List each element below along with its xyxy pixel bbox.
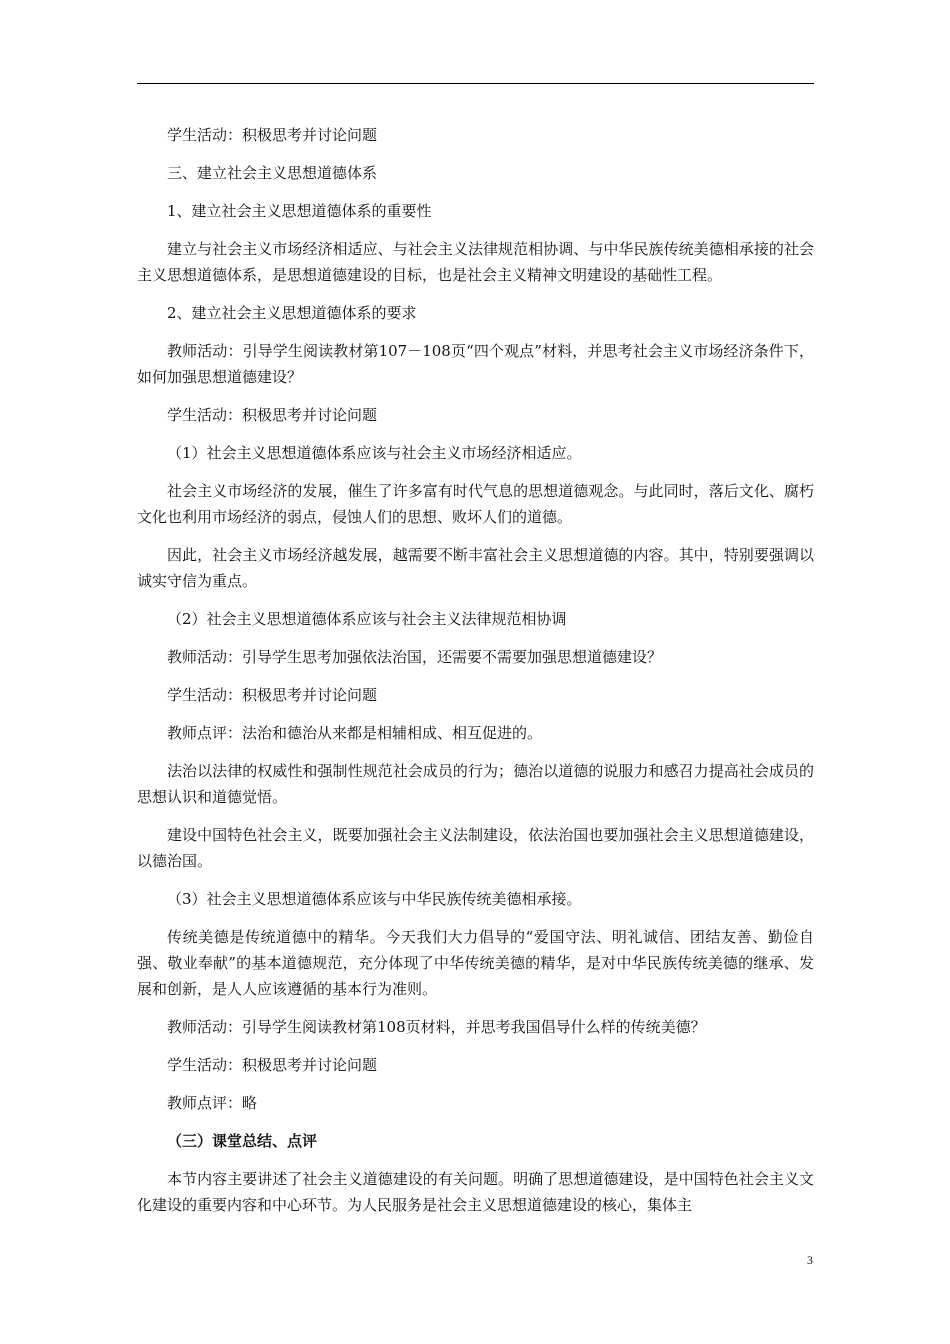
point-1: （1）社会主义思想道德体系应该与社会主义市场经济相适应。	[167, 444, 582, 462]
paragraph-socialism-construction: 建设中国特色社会主义，既要加强社会主义法制建设，依法治国也要加强社会主义思想道德建设，以德治国。	[137, 826, 814, 870]
subheading-1: 1、建立社会主义思想道德体系的重要性	[167, 202, 432, 220]
paragraph-summary: 本节内容主要讲述了社会主义道德建设的有关问题。明确了思想道德建设，是中国特色社会主义文化建设的重要内容和中心环节。为人民服务是社会主义思想道德建设的核心，集体主	[137, 1170, 814, 1214]
paragraph-importance: 建立与社会主义市场经济相适应、与社会主义法律规范相协调、与中华民族传统美德相承接的社会主义思想道德体系，是思想道德建设的目标，也是社会主义精神文明建设的基础性工程。	[137, 240, 814, 284]
subheading-2: 2、建立社会主义思想道德体系的要求	[167, 304, 417, 322]
section-heading-summary: （三）课堂总结、点评	[167, 1132, 318, 1150]
header-rule	[137, 83, 814, 84]
paragraph-teacher-activity-1: 教师活动：引导学生阅读教材第107－108页“四个观点”材料，并思考社会主义市场经济条件下，如何加强思想道德建设？	[137, 342, 814, 386]
paragraph-1: 学生活动：积极思考并讨论问题	[167, 126, 378, 144]
section-heading-3: 三、建立社会主义思想道德体系	[167, 164, 378, 182]
point-2: （2）社会主义思想道德体系应该与社会主义法律规范相协调	[167, 610, 567, 628]
paragraph-student-activity-3: 学生活动：积极思考并讨论问题	[167, 686, 378, 704]
paragraph-teacher-comment-1: 教师点评：法治和德治从来都是相辅相成、相互促进的。	[167, 724, 543, 742]
page-number: 3	[807, 1253, 813, 1267]
paragraph-honesty: 因此，社会主义市场经济越发展，越需要不断丰富社会主义思想道德的内容。其中，特别要强调以诚实守信为重点。	[137, 546, 814, 590]
paragraph-student-activity-4: 学生活动：积极思考并讨论问题	[167, 1056, 378, 1074]
paragraph-teacher-activity-3: 教师活动：引导学生阅读教材第108页材料，并思考我国倡导什么样的传统美德？	[167, 1018, 706, 1036]
paragraph-rule-of-law: 法治以法律的权威性和强制性规范社会成员的行为；德治以道德的说服力和感召力提高社会成员的思想认识和道德觉悟。	[137, 762, 814, 806]
paragraph-traditional-virtues: 传统美德是传统道德中的精华。今天我们大力倡导的“爱国守法、明礼诚信、团结友善、勤俭自强、敬业奉献”的基本道德规范，充分体现了中华传统美德的精华，是对中华民族传统美德的继承、发展和创新，是人人应该遵循的基本行为准则。	[137, 928, 814, 998]
document-body	[137, 122, 814, 1230]
paragraph-market-economy: 社会主义市场经济的发展，催生了许多富有时代气息的思想道德观念。与此同时，落后文化、腐朽文化也利用市场经济的弱点，侵蚀人们的思想、败坏人们的道德。	[137, 482, 814, 526]
paragraph-teacher-activity-2: 教师活动：引导学生思考加强依法治国，还需要不需要加强思想道德建设？	[167, 648, 663, 666]
paragraph-teacher-comment-2: 教师点评：略	[167, 1094, 258, 1112]
paragraph-student-activity-2: 学生活动：积极思考并讨论问题	[167, 406, 378, 424]
point-3: （3）社会主义思想道德体系应该与中华民族传统美德相承接。	[167, 890, 582, 908]
